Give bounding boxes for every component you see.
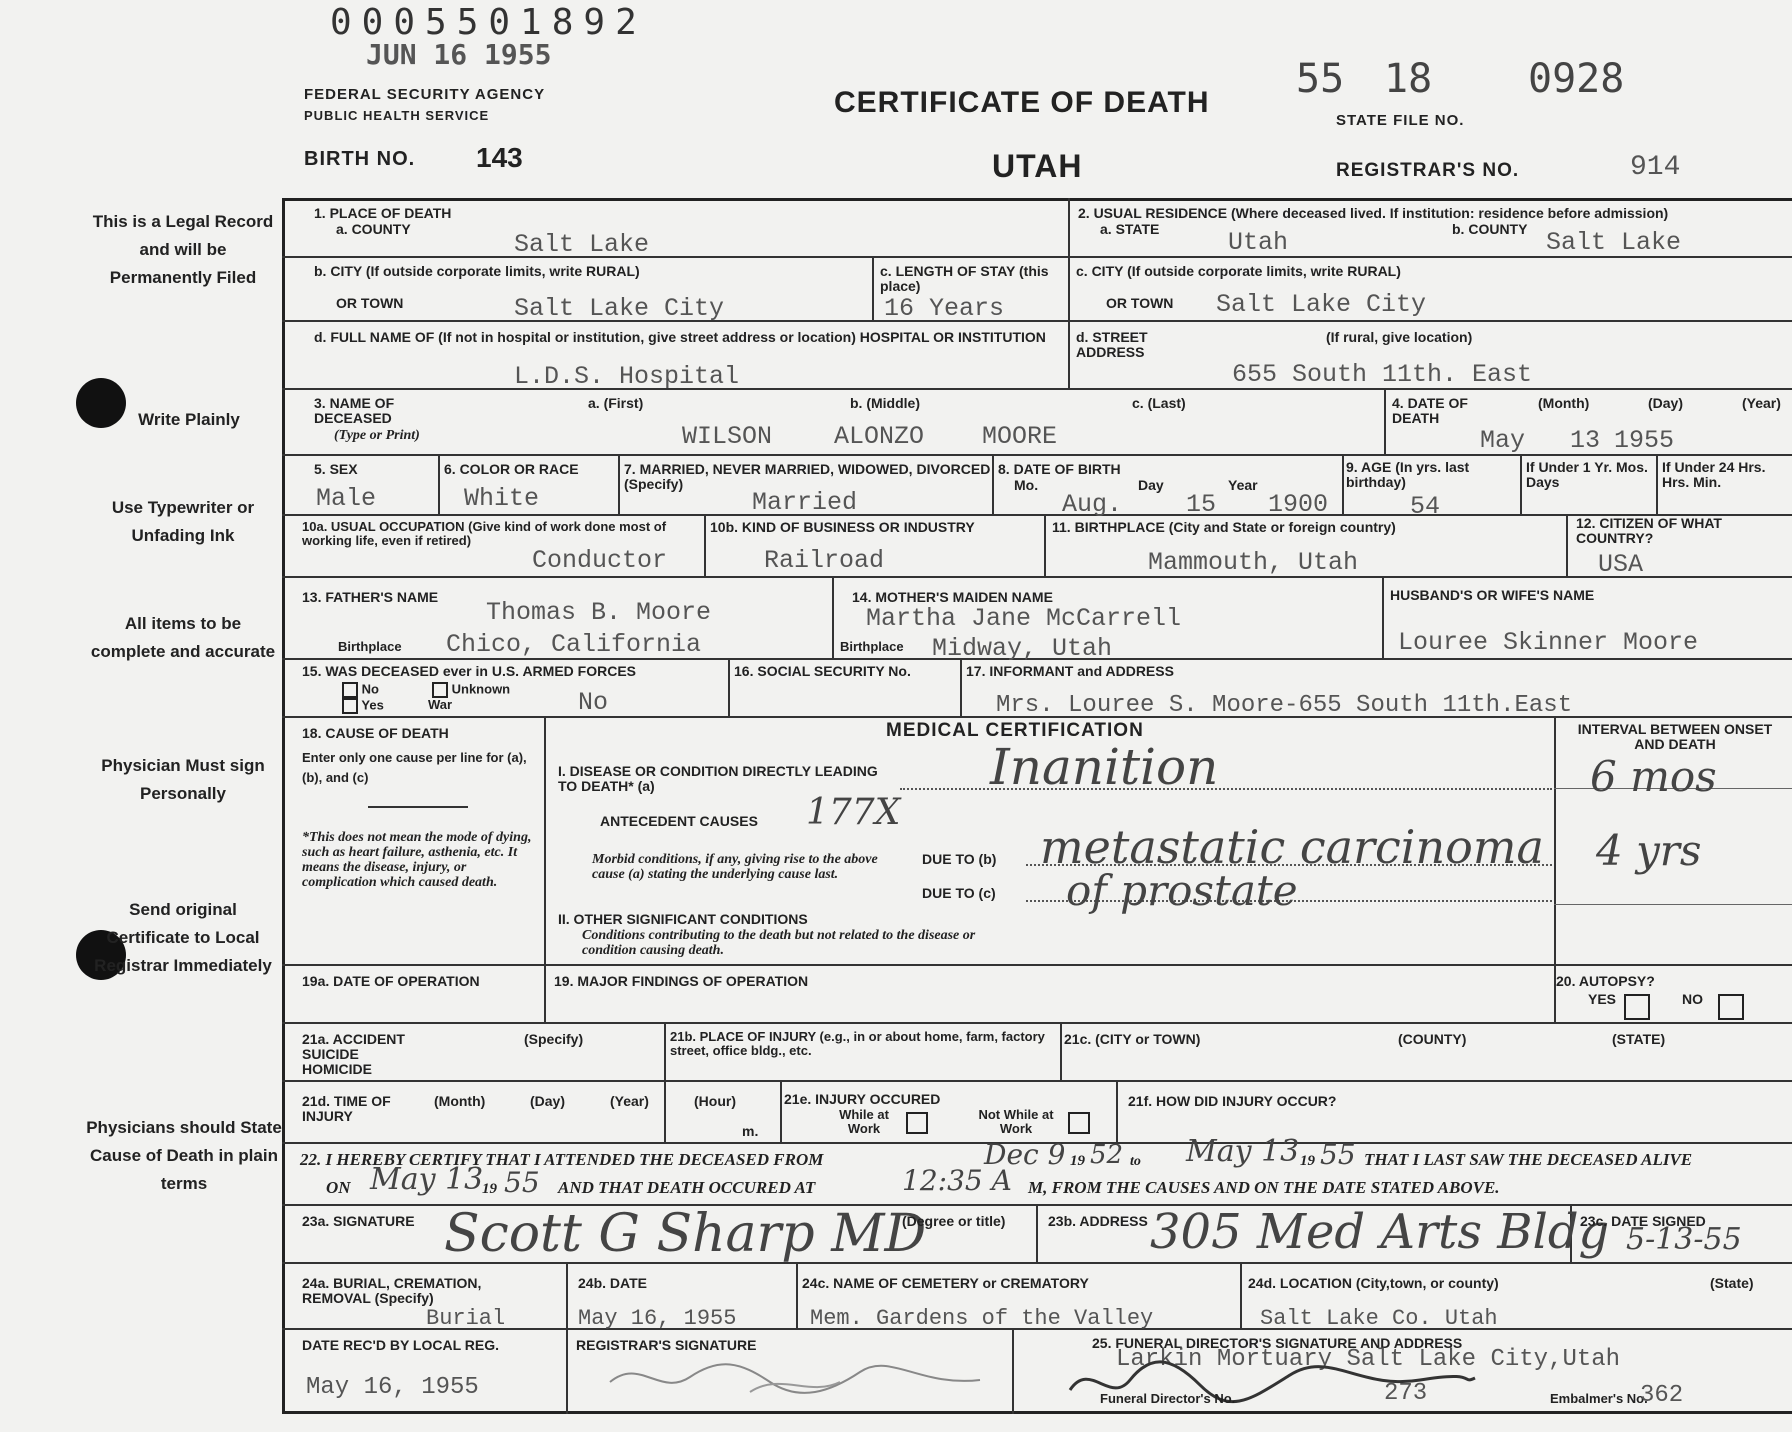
label-cause-note: Enter only one cause per line for (a), (b), and (c) [302, 750, 527, 785]
value-burial-date: May 16, 1955 [578, 1306, 737, 1331]
label-hospital: d. FULL NAME OF (If not in hospital or institution, give street address or location) HOSPITAL OR INSTITUTION [314, 329, 1046, 345]
value-married: Married [752, 488, 858, 517]
value-res-street: 655 South 11th. East [1232, 360, 1533, 389]
label-or-town: OR TOWN [336, 295, 404, 311]
label-interval: INTERVAL BETWEEN ONSET AND DEATH [1577, 721, 1773, 752]
label-first: a. (First) [588, 395, 644, 411]
label-autopsy: 20. AUTOPSY? [1556, 973, 1655, 989]
label-autopsy-yes: YES [1588, 991, 1617, 1007]
label-occupation: 10a. USUAL OCCUPATION (Give kind of work done most of working life, even if retired) [302, 519, 667, 548]
value-mother: Martha Jane McCarrell [866, 604, 1182, 633]
label-time-hour: (Hour) [694, 1093, 736, 1109]
sidebar-note-write-plainly: Write Plainly [138, 410, 240, 429]
sidebar-note-typewriter: Use Typewriter or Unfading Ink [111, 498, 255, 545]
label-certify-part4: M, FROM THE CAUSES AND ON THE DATE STATED ABOVE. [1028, 1178, 1500, 1197]
label-not-while-at-work: Not While at Work [978, 1107, 1054, 1136]
label-mother: 14. MOTHER'S MAIDEN NAME [852, 589, 1053, 605]
value-citizen: USA [1598, 550, 1644, 579]
label-operation-date: 19a. DATE OF OPERATION [302, 973, 480, 989]
checkbox-armed-unknown[interactable] [432, 682, 448, 698]
label-registrar-signature: REGISTRAR'S SIGNATURE [576, 1337, 757, 1353]
option-armed-yes[interactable] [342, 698, 384, 714]
label-while-at-work: While at Work [839, 1107, 889, 1136]
label-operation-findings: 19. MAJOR FINDINGS OF OPERATION [554, 973, 809, 989]
handwritten-last-saw-year: 55 [504, 1166, 540, 1199]
label-date-received: DATE REC'D BY LOCAL REG. [302, 1337, 500, 1353]
label-accident: 21a. ACCIDENT SUICIDE HOMICIDE [302, 1031, 405, 1077]
handwritten-physician-signature: Scott G Sharp MD [444, 1204, 927, 1264]
value-date-received: May 16, 1955 [306, 1374, 479, 1401]
label-under-1-yr: If Under 1 Yr. Mos. Days [1526, 459, 1648, 490]
checkbox-not-while-at-work[interactable] [1068, 1112, 1090, 1134]
label-due-to-b: DUE TO (b) [922, 851, 997, 867]
value-birth-year: 1900 [1268, 490, 1329, 519]
value-occupation: Conductor [532, 546, 668, 575]
label-death-day: (Day) [1648, 395, 1684, 411]
birth-no-value: 143 [476, 142, 523, 173]
label-certify-part2: THAT I LAST SAW THE DECEASED ALIVE [1364, 1150, 1693, 1169]
label-dob-mo: Mo. [1014, 477, 1039, 493]
registrar-no-label: REGISTRAR'S NO. [1336, 160, 1520, 181]
sidebar-note-physician-sign: Physician Must sign Personally [101, 756, 265, 803]
label-date-signed: 23c. DATE SIGNED [1580, 1213, 1706, 1229]
checkbox-autopsy-no[interactable] [1718, 994, 1744, 1020]
value-cemetery: Mem. Gardens of the Valley [810, 1306, 1154, 1331]
section-medical-certification: MEDICAL CERTIFICATION [886, 720, 1144, 741]
label-date-of-birth: 8. DATE OF BIRTH [998, 461, 1121, 477]
value-sex: Male [316, 484, 377, 513]
registrar-no-value: 914 [1630, 152, 1681, 183]
value-birthplace: Mammouth, Utah [1148, 548, 1359, 577]
label-mother-birthplace: Birthplace [840, 639, 904, 654]
label-embalmer-no: Embalmer's No. [1550, 1391, 1648, 1406]
handwritten-cause-b: metastatic carcinoma [1040, 820, 1544, 874]
label-death-year: (Year) [1742, 395, 1781, 411]
sidebar-note-complete: All items to be complete and accurate [90, 614, 276, 661]
value-race: White [464, 484, 540, 513]
label-last: c. (Last) [1132, 395, 1186, 411]
handwritten-attended-to-year: 55 [1320, 1138, 1356, 1171]
value-hospital: L.D.S. Hospital [514, 362, 740, 391]
value-business: Railroad [764, 546, 885, 575]
handwritten-cause-c: of prostate [1066, 866, 1298, 915]
label-color-race: 6. COLOR OR RACE [444, 461, 579, 477]
sidebar-note-plain-terms: Physicians should State Cause of Death in plain terms [86, 1118, 282, 1193]
checkbox-autopsy-yes[interactable] [1624, 994, 1650, 1020]
label-antecedent: ANTECEDENT CAUSES [600, 813, 758, 829]
sidebar-note-legal-record: This is a Legal Record and will be Permanently Filed [92, 212, 274, 287]
label-injury-county: (COUNTY) [1398, 1031, 1467, 1047]
label-certify-to: to [1130, 1154, 1141, 1169]
label-injury-state: (STATE) [1612, 1031, 1666, 1047]
certificate-title: CERTIFICATE OF DEATH [834, 86, 1210, 119]
note-morbid: Morbid conditions, if any, giving rise to the above cause (a) stating the underlying cause last. [592, 852, 878, 882]
checkbox-while-at-work[interactable] [906, 1112, 928, 1134]
value-funeral-director-no: 273 [1384, 1380, 1428, 1407]
label-dob-day: Day [1138, 477, 1164, 493]
label-length-of-stay: c. LENGTH OF STAY (this place) [880, 263, 1049, 294]
value-age: 54 [1410, 492, 1441, 521]
label-injury-occured: 21e. INJURY OCCURED [784, 1091, 941, 1107]
label-informant: 17. INFORMANT and ADDRESS [966, 663, 1174, 679]
label-father: 13. FATHER'S NAME [302, 589, 439, 605]
label-city-town: b. CITY (If outside corporate limits, write RURAL) [314, 263, 640, 279]
value-burial: Burial [426, 1306, 506, 1331]
value-informant: Mrs. Louree S. Moore-655 South 11th.East [996, 692, 1573, 719]
label-cause-of-death: 18. CAUSE OF DEATH [302, 725, 449, 741]
value-middle-name: ALONZO [834, 422, 925, 451]
checkbox-armed-no[interactable] [342, 682, 358, 698]
label-time-m: m. [742, 1123, 759, 1139]
label-armed-war: War [428, 697, 453, 712]
value-birth-day: 15 [1186, 490, 1217, 519]
value-spouse: Louree Skinner Moore [1398, 628, 1699, 657]
handwritten-attended-to: May 13 [1186, 1134, 1300, 1169]
label-if-rural: (If rural, give location) [1326, 329, 1473, 345]
option-armed-no[interactable] [342, 682, 379, 698]
label-accident-specify: (Specify) [524, 1031, 584, 1047]
label-age: 9. AGE (In yrs. last birthday) [1346, 459, 1470, 490]
value-res-county: Salt Lake [1546, 228, 1682, 257]
note-other-conditions: Conditions contributing to the death but not related to the disease or condition causing death. [582, 928, 976, 958]
sidebar-note-send-original: Send original Certificate to Local Registrar Immediately [94, 900, 272, 975]
label-armed-unknown: Unknown [451, 681, 511, 697]
label-res-county: b. COUNTY [1452, 221, 1528, 237]
agency-name: FEDERAL SECURITY AGENCY [304, 86, 546, 103]
handwritten-date-signed: 5-13-55 [1626, 1222, 1742, 1257]
label-res-or-town: OR TOWN [1106, 295, 1174, 311]
birth-no-label: BIRTH NO. [304, 148, 416, 170]
handwritten-cause-a: Inanition [990, 738, 1219, 796]
label-funeral-director-no: Funeral Director's No. [1100, 1391, 1236, 1406]
value-first-name: WILSON [682, 422, 773, 451]
label-how-injury: 21f. HOW DID INJURY OCCUR? [1128, 1093, 1337, 1109]
label-middle: b. (Middle) [850, 395, 920, 411]
label-time-day: (Day) [530, 1093, 566, 1109]
value-embalmer-no: 362 [1640, 1382, 1684, 1409]
label-certify-on: ON [326, 1178, 351, 1197]
value-mother-birthplace: Midway, Utah [932, 634, 1113, 663]
label-armed-no: No [361, 681, 379, 697]
received-date-stamp: JUN 16 1955 [366, 38, 552, 71]
label-father-birthplace: Birthplace [338, 639, 402, 654]
label-cemetery: 24c. NAME OF CEMETERY or CREMATORY [802, 1275, 1089, 1291]
value-death-month: May [1480, 426, 1526, 455]
handwritten-death-time: 12:35 A [902, 1164, 1012, 1197]
label-degree: (Degree or title) [902, 1213, 1006, 1229]
value-death-year: 1955 [1614, 426, 1675, 455]
label-ssn: 16. SOCIAL SECURITY No. [734, 663, 911, 679]
label-res-street: d. STREET ADDRESS [1076, 329, 1148, 360]
label-birthplace: 11. BIRTHPLACE (City and State or foreign country) [1052, 519, 1396, 535]
label-time-month: (Month) [434, 1093, 486, 1109]
registrar-signature-image [600, 1352, 1000, 1402]
label-death-month: (Month) [1538, 395, 1590, 411]
value-location: Salt Lake Co. Utah [1260, 1306, 1498, 1331]
handwritten-last-saw: May 13 [370, 1162, 484, 1197]
label-autopsy-no: NO [1682, 991, 1703, 1007]
label-disease-condition: I. DISEASE OR CONDITION DIRECTLY LEADING TO DEATH* (a) [558, 763, 878, 794]
label-due-to-c: DUE TO (c) [922, 885, 996, 901]
value-death-day: 13 [1570, 426, 1601, 455]
label-signature: 23a. SIGNATURE [302, 1213, 415, 1229]
label-sex: 5. SEX [314, 461, 358, 477]
label-place-of-death: 1. PLACE OF DEATH [314, 205, 452, 221]
label-armed-forces: 15. WAS DECEASED ever in U.S. ARMED FORCES [302, 663, 636, 679]
value-county: Salt Lake [514, 230, 650, 259]
label-business: 10b. KIND OF BUSINESS OR INDUSTRY [710, 519, 975, 535]
value-city: Salt Lake City [514, 294, 725, 323]
label-res-city: c. CITY (If outside corporate limits, write RURAL) [1076, 263, 1401, 279]
handwritten-physician-address: 305 Med Arts Bldg [1150, 1204, 1610, 1260]
handwritten-code: 177X [806, 792, 901, 833]
value-armed-forces: No [578, 688, 609, 717]
note-cause-definition: *This does not mean the mode of dying, such as heart failure, asthenia, etc. It means the disease, injury, or complication which caused death. [302, 830, 532, 890]
label-address: 23b. ADDRESS [1048, 1213, 1148, 1229]
value-res-state: Utah [1228, 228, 1289, 257]
label-time-of-injury: 21d. TIME OF INJURY [302, 1093, 391, 1124]
label-burial: 24a. BURIAL, CREMATION, REMOVAL (Specify) [302, 1275, 482, 1306]
state-file-no-part-b: 18 [1384, 56, 1433, 102]
label-certify-19c: 19 [482, 1181, 497, 1197]
label-certify-19b: 19 [1300, 1153, 1315, 1169]
label-other-conditions: II. OTHER SIGNIFICANT CONDITIONS [558, 911, 808, 927]
state-name: UTAH [992, 148, 1083, 184]
label-type-or-print: (Type or Print) [334, 428, 420, 443]
label-burial-date: 24b. DATE [578, 1275, 647, 1291]
label-citizen: 12. CITIZEN OF WHAT COUNTRY? [1576, 515, 1722, 546]
service-name: PUBLIC HEALTH SERVICE [304, 108, 490, 123]
value-res-city: Salt Lake City [1216, 290, 1427, 319]
handwritten-attended-from-year: 52 [1090, 1140, 1124, 1170]
handwritten-interval-b: 4 yrs [1596, 826, 1702, 875]
option-armed-unknown[interactable] [432, 682, 510, 698]
value-father: Thomas B. Moore [486, 598, 712, 627]
label-county: a. COUNTY [336, 221, 411, 237]
label-spouse: HUSBAND'S OR WIFE'S NAME [1390, 587, 1595, 603]
label-armed-yes: Yes [361, 697, 384, 713]
checkbox-armed-yes[interactable] [342, 698, 358, 714]
label-usual-residence: 2. USUAL RESIDENCE (Where deceased lived. If institution: residence before admission) [1078, 205, 1669, 221]
label-injury-city: 21c. (CITY or TOWN) [1064, 1031, 1201, 1047]
label-married: 7. MARRIED, NEVER MARRIED, WIDOWED, DIVORCED (Specify) [624, 461, 991, 492]
label-res-state: a. STATE [1100, 221, 1160, 237]
label-time-year: (Year) [610, 1093, 649, 1109]
label-certify-part1: 22. I HEREBY CERTIFY THAT I ATTENDED THE DECEASED FROM [300, 1150, 824, 1169]
label-funeral-director: 25. FUNERAL DIRECTOR'S SIGNATURE AND ADDRESS [1092, 1335, 1463, 1351]
label-certify-19a: 19 [1070, 1153, 1085, 1169]
label-dob-year: Year [1228, 477, 1258, 493]
handwritten-interval-a: 6 mos [1590, 752, 1717, 801]
value-last-name: MOORE [982, 422, 1058, 451]
value-length-of-stay: 16 Years [884, 294, 1005, 323]
state-file-no-part-c: 0928 [1528, 56, 1625, 102]
value-birth-month: Aug. [1062, 490, 1123, 519]
handwritten-attended-from: Dec 9 [984, 1138, 1066, 1171]
state-file-no-part-a: 55 [1296, 56, 1345, 102]
label-name-of-deceased: 3. NAME OF DECEASED [314, 395, 395, 426]
label-place-of-injury: 21b. PLACE OF INJURY (e.g., in or about home, farm, factory street, office bldg., etc. [670, 1029, 1045, 1058]
file-stamp-number: 0005501892 [330, 2, 647, 43]
value-father-birthplace: Chico, California [446, 630, 702, 659]
label-location: 24d. LOCATION (City,town, or county) [1248, 1275, 1499, 1291]
value-funeral-address: Larkin Mortuary Salt Lake City,Utah [1116, 1346, 1621, 1373]
label-under-24-hrs: If Under 24 Hrs. Hrs. Min. [1662, 459, 1766, 490]
label-certify-part3: AND THAT DEATH OCCURED AT [558, 1178, 816, 1197]
label-date-of-death: 4. DATE OF DEATH [1392, 395, 1468, 426]
state-file-no-label: STATE FILE NO. [1336, 112, 1465, 129]
label-location-state: (State) [1710, 1275, 1754, 1291]
